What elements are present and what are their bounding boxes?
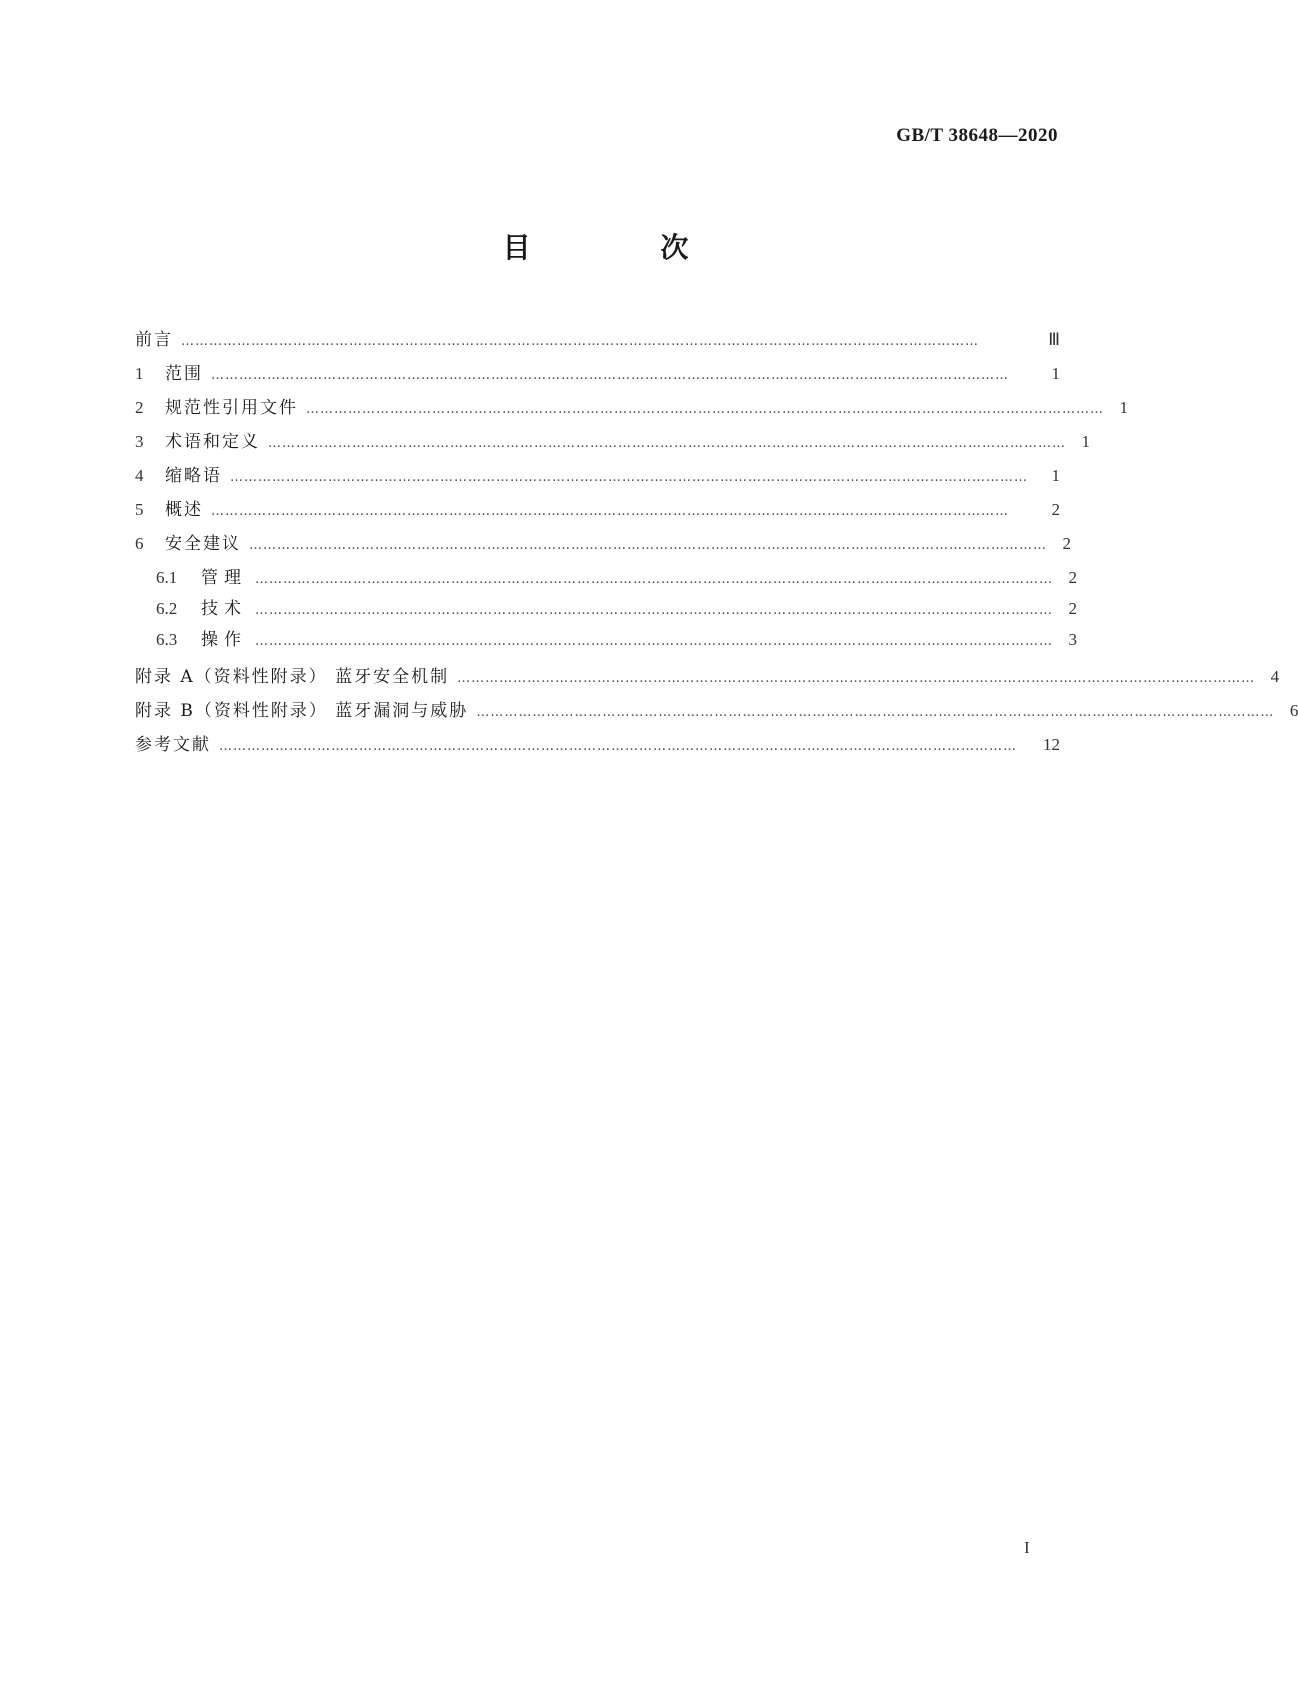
toc-entry-abbreviations[interactable] (135, 461, 1060, 495)
toc-entry-text: 操作 (201, 630, 247, 650)
toc-entry-number: 2 (135, 398, 144, 417)
toc-entry-text: 前言 (135, 330, 173, 350)
dot-leader: ……………………………………………………………………………………………………………………………………………………… (255, 634, 1053, 649)
toc-entry-page: 12 (1043, 735, 1060, 754)
toc-entry-page: 1 (1051, 364, 1060, 383)
toc-entry-number: 6 (135, 534, 144, 553)
toc-entry-scope[interactable] (135, 359, 1060, 393)
dot-leader: ……………………………………………………………………………………………………………………………………………………… (211, 504, 1009, 519)
toc-entry-number: 1 (135, 364, 144, 383)
toc-entry-label (135, 662, 457, 687)
toc-entry-label (135, 393, 306, 418)
toc-entry-number: 6.1 (156, 568, 178, 587)
toc-entry-number: 6.2 (156, 599, 178, 618)
toc-entry-security-recommendations[interactable] (135, 529, 1071, 563)
toc-entry-label (135, 696, 476, 721)
toc-entry-label (135, 495, 211, 520)
toc-entry-label (135, 625, 255, 650)
dot-leader: ……………………………………………………………………………………………………………………………………………………… (249, 538, 1047, 553)
toc-entry-page: 4 (1270, 667, 1280, 686)
dot-leader: ……………………………………………………………………………………………………………………………………………………… (255, 572, 1053, 587)
toc-entry-page: 1 (1119, 398, 1128, 417)
toc-entry-normative-references[interactable] (135, 393, 1128, 427)
toc-entry-page: 1 (1051, 466, 1060, 485)
toc-entry-page: 3 (1068, 630, 1077, 649)
toc-entry-number: 5 (135, 500, 144, 519)
page-title: 目 次 (502, 231, 749, 264)
toc-entry-label (135, 529, 249, 554)
toc-entry-terms-definitions[interactable] (135, 427, 1090, 461)
toc-entry-text: 参考文献 (135, 735, 211, 755)
toc-entry-text: 缩略语 (165, 466, 222, 486)
toc-entry-label (135, 730, 219, 755)
toc-entry-text: 规范性引用文件 (165, 398, 298, 418)
toc-entry-text: 概述 (165, 500, 203, 520)
toc-entry-bibliography[interactable] (135, 730, 1060, 764)
toc-entry-text: 附录 A（资料性附录） 蓝牙安全机制 (135, 667, 450, 687)
toc-entry-technology[interactable] (135, 594, 1077, 625)
dot-leader: ……………………………………………………………………………………………………………………………………………………… (268, 436, 1066, 451)
dot-leader: ……………………………………………………………………………………………………………………………………………………… (181, 334, 979, 349)
toc-entry-label (135, 359, 211, 384)
toc-entry-page: 2 (1068, 568, 1077, 587)
toc-entry-page: 1 (1081, 432, 1090, 451)
toc-entry-label (135, 594, 255, 619)
dot-leader: ……………………………………………………………………………………………………………………………………………………… (230, 470, 1028, 485)
toc-entry-text: 术语和定义 (165, 432, 260, 452)
toc-entry-text: 技术 (201, 599, 247, 619)
toc-entry-number: 4 (135, 466, 144, 485)
toc-entry-label (135, 325, 181, 350)
toc-entry-page: 6 (1289, 701, 1298, 720)
toc-entry-number: 3 (135, 432, 144, 451)
toc-entry-overview[interactable] (135, 495, 1060, 529)
toc-entry-label (135, 563, 255, 588)
toc-entry-annex-a[interactable] (135, 662, 1280, 696)
dot-leader: ……………………………………………………………………………………………………………………………………………………… (476, 705, 1275, 720)
dot-leader: ……………………………………………………………………………………………………………………………………………………… (457, 671, 1256, 686)
dot-leader: ……………………………………………………………………………………………………………………………………………………… (306, 402, 1104, 417)
toc-entry-operation[interactable] (135, 625, 1077, 662)
toc-entry-page: 2 (1068, 599, 1077, 618)
page-number: I (1024, 1538, 1030, 1557)
standard-code: GB/T 38648—2020 (896, 125, 1058, 146)
toc-entry-page: 2 (1051, 500, 1060, 519)
toc-entry-text: 管理 (201, 568, 247, 588)
dot-leader: ……………………………………………………………………………………………………………………………………………………… (211, 368, 1009, 383)
toc-entry-text: 附录 B（资料性附录） 蓝牙漏洞与威胁 (135, 701, 469, 721)
toc-entry-annex-b[interactable] (135, 696, 1298, 730)
toc-entry-text: 安全建议 (165, 534, 241, 554)
dot-leader: ……………………………………………………………………………………………………………………………………………………… (219, 739, 1017, 754)
toc-entry-page: 2 (1062, 534, 1071, 553)
toc-entry-label (135, 427, 268, 452)
toc-entry-page: Ⅲ (1048, 330, 1060, 349)
dot-leader: ……………………………………………………………………………………………………………………………………………………… (255, 603, 1053, 618)
toc-entry-management[interactable] (135, 563, 1077, 594)
toc-entry-label (135, 461, 230, 486)
toc-entry-foreword[interactable] (135, 325, 1060, 359)
table-of-contents (135, 325, 1298, 764)
toc-entry-number: 6.3 (156, 630, 178, 649)
toc-entry-text: 范围 (165, 364, 203, 384)
